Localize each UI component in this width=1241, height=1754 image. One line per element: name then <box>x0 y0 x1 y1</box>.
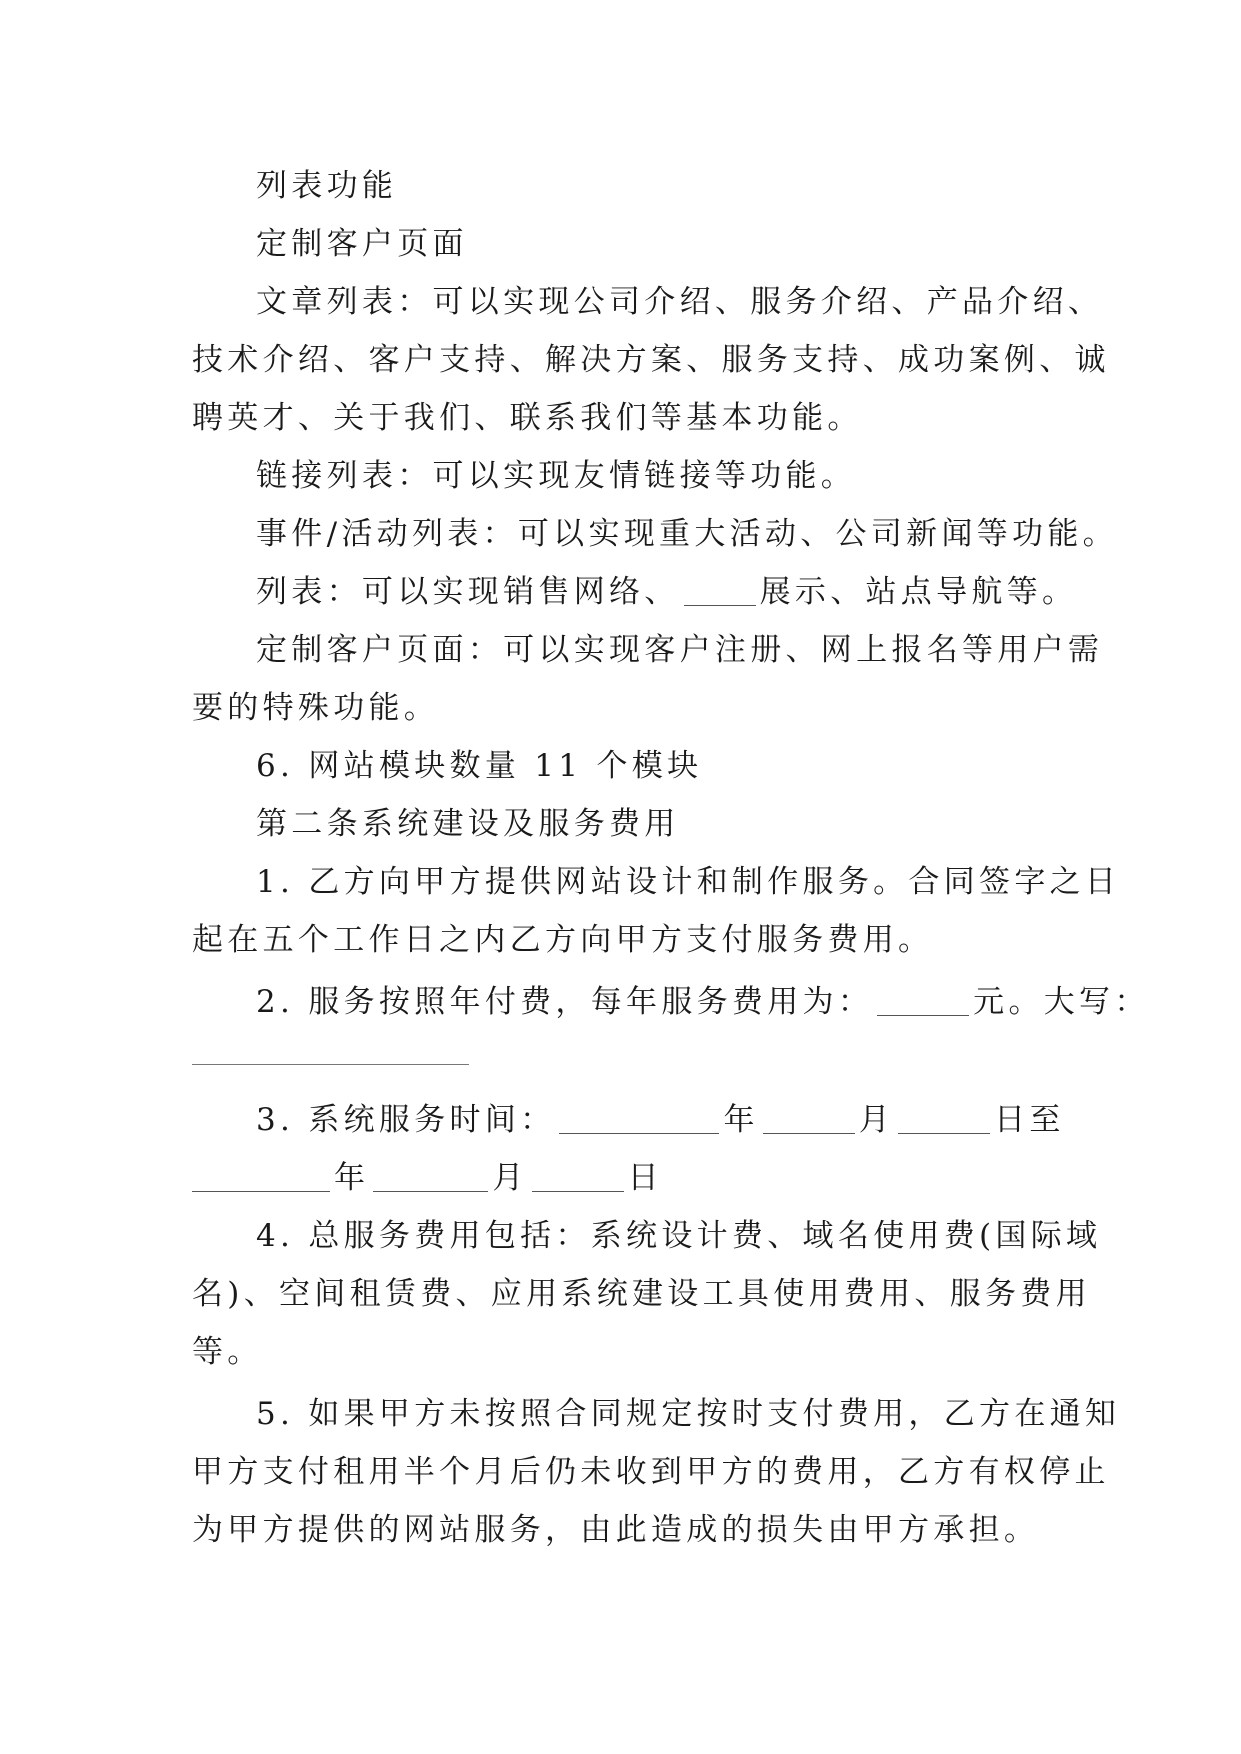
blank-underline <box>192 1064 469 1065</box>
paragraph-text: 3. 系统服务时间： <box>256 1102 556 1138</box>
paragraph-text: 月 <box>858 1102 895 1138</box>
text-line <box>256 746 1136 786</box>
text-line <box>256 572 1136 612</box>
paragraph-text: 聘英才、关于我们、联系我们等基本功能。 <box>192 400 863 436</box>
text-line <box>192 1158 1072 1198</box>
section-heading: 第二条系统建设及服务费用 <box>256 806 680 842</box>
heading-custom-page: 定制客户页面 <box>256 226 468 262</box>
text-line <box>192 920 1072 960</box>
heading-list-function: 列表功能 <box>256 168 398 204</box>
text-line <box>256 630 1136 670</box>
blank-underline <box>373 1161 488 1192</box>
paragraph-text: 列表：可以实现销售网络、 <box>256 574 680 610</box>
paragraph-text: 要的特殊功能。 <box>192 690 440 726</box>
text-line <box>256 514 1136 554</box>
paragraph-text: 等。 <box>192 1334 263 1370</box>
text-line <box>256 166 1136 206</box>
text-line <box>256 282 1136 322</box>
paragraph-text: 年 <box>334 1160 370 1196</box>
paragraph-text: 6. 网站模块数量 11 个模块 <box>256 748 703 784</box>
blank-underline <box>559 1103 719 1134</box>
paragraph-text: 文章列表：可以实现公司介绍、服务介绍、产品介绍、 <box>256 284 1104 320</box>
text-line <box>256 224 1136 264</box>
text-line <box>256 804 1136 844</box>
paragraph-text: 甲方支付租用半个月后仍未收到甲方的费用，乙方有权停止 <box>192 1454 1110 1490</box>
paragraph-text: 链接列表：可以实现友情链接等功能。 <box>256 458 857 494</box>
blank-underline <box>763 1103 855 1134</box>
paragraph-text: 名)、空间租赁费、应用系统建设工具使用费用、服务费用 <box>192 1276 1091 1312</box>
text-line <box>192 1332 1072 1372</box>
paragraph-text: 元。大写： <box>973 984 1150 1020</box>
text-line <box>256 456 1136 496</box>
text-line <box>192 1452 1110 1492</box>
paragraph-text: 日至 <box>994 1102 1065 1138</box>
paragraph-text: 2. 服务按照年付费，每年服务费用为： <box>256 984 874 1020</box>
blank-underline <box>877 985 969 1016</box>
text-line <box>192 1510 1072 1550</box>
paragraph-text: 事件/活动列表：可以实现重大活动、公司新闻等功能。 <box>256 516 1118 552</box>
paragraph-text: 展示、站点导航等。 <box>759 574 1078 610</box>
paragraph-text: 技术介绍、客户支持、解决方案、服务支持、成功案例、诚 <box>192 342 1110 378</box>
blank-underline <box>532 1161 624 1192</box>
text-line <box>256 1216 1136 1256</box>
paragraph-text: 5. 如果甲方未按照合同规定按时支付费用，乙方在通知 <box>256 1396 1121 1432</box>
paragraph-text: 起在五个工作日之内乙方向甲方支付服务费用。 <box>192 922 934 958</box>
paragraph-text: 日 <box>627 1160 663 1196</box>
paragraph-text: 4. 总服务费用包括：系统设计费、域名使用费(国际域 <box>256 1218 1102 1254</box>
text-line <box>256 862 1136 902</box>
paragraph-text: 月 <box>492 1160 528 1196</box>
blank-underline <box>898 1103 990 1134</box>
paragraph-text: 定制客户页面：可以实现客户注册、网上报名等用户需 <box>256 632 1104 668</box>
text-line <box>192 340 1110 380</box>
paragraph-text: 1. 乙方向甲方提供网站设计和制作服务。合同签字之日 <box>256 864 1121 900</box>
paragraph-text: 年 <box>723 1102 759 1138</box>
paragraph-text: 为甲方提供的网站服务，由此造成的损失由甲方承担。 <box>192 1512 1040 1548</box>
text-line <box>192 688 1072 728</box>
text-line <box>192 1274 1091 1314</box>
text-line <box>256 1100 1136 1140</box>
text-line <box>256 982 1150 1022</box>
blank-underline <box>192 1161 330 1192</box>
text-line <box>256 1394 1136 1434</box>
blank-underline <box>684 575 756 606</box>
text-line <box>192 398 1072 438</box>
